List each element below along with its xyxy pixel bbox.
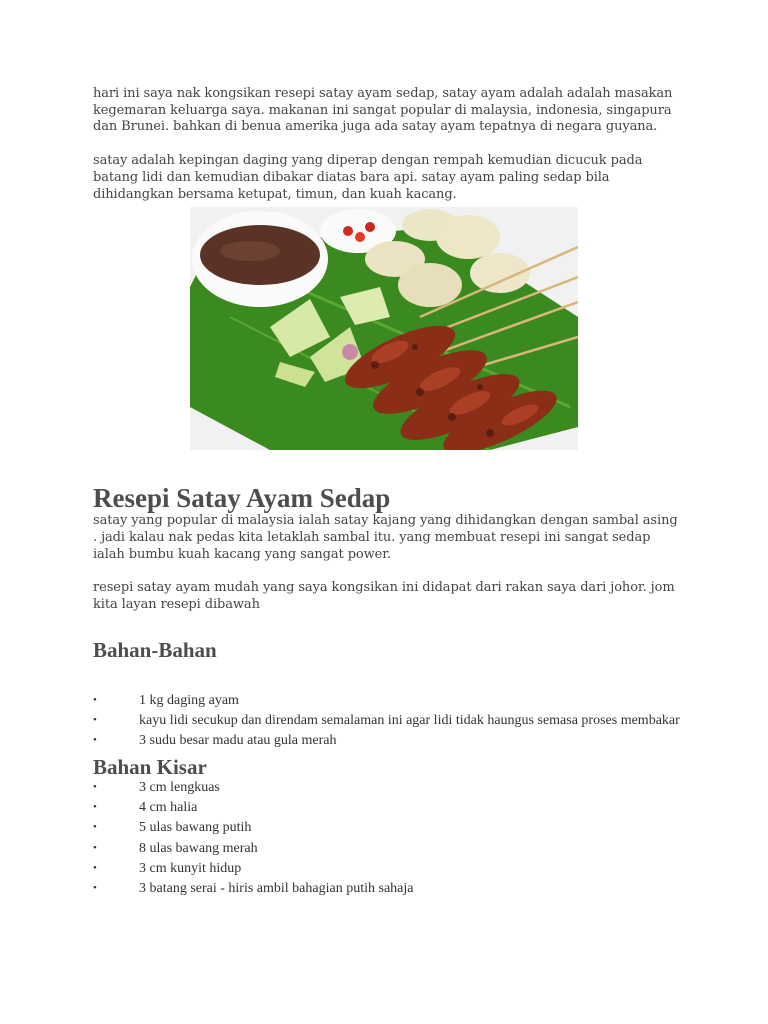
bullet-icon: •: [93, 821, 97, 834]
bahan-kisar-heading: Bahan Kisar: [93, 754, 207, 779]
list-item: • 3 cm kunyit hidup: [93, 860, 242, 876]
list-item: • 3 batang serai - hiris ambil bahagian putih sahaja: [93, 881, 414, 897]
list-item: • 3 cm lengkuas: [93, 779, 220, 795]
list-item: • 1 kg daging ayam: [93, 692, 239, 708]
bahan-kisar-list: [93, 779, 683, 897]
bullet-icon: •: [93, 841, 97, 854]
document-page: [93, 86, 683, 897]
satay-plate-photo: [190, 207, 578, 450]
bullet-icon: •: [93, 861, 97, 874]
bullet-icon: •: [93, 693, 97, 706]
recipe-title: Resepi Satay Ayam Sedap: [93, 483, 391, 514]
list-item: • 3 sudu besar madu atau gula merah: [93, 732, 337, 748]
list-item: • 5 ulas bawang putih: [93, 820, 252, 836]
bullet-icon: •: [93, 801, 97, 814]
list-item: • 8 ulas bawang merah: [93, 840, 258, 856]
bullet-icon: •: [93, 882, 97, 895]
recipe-paragraph-2: resepi satay ayam mudah yang saya kongsikan ini didapat dari rakan saya dari johor. jom kita layan resepi dibawah: [93, 580, 675, 613]
intro-paragraph-2: satay adalah kepingan daging yang diperap dengan rempah kemudian dicucuk pada batang lidi dan kemudian dibakar diatas bara api. satay ayam paling sedap bila dihidangkan bersama ketupat, timun, dan kuah kacang.: [93, 153, 643, 202]
list-item: • kayu lidi secukup dan direndam semalaman ini agar lidi tidak haungus semasa proses membakar: [93, 712, 680, 728]
recipe-paragraph-1: satay yang popular di malaysia ialah satay kajang yang dihidangkan dengan sambal asing . jadi kalau nak pedas kita letaklah sambal itu. yang membuat resepi ini sangat sedap ialah bumbu kuah kacang yang sangat power.: [93, 513, 678, 562]
list-item: • 4 cm halia: [93, 800, 198, 816]
bullet-icon: •: [93, 713, 97, 726]
bullet-icon: •: [93, 733, 97, 746]
bullet-icon: •: [93, 780, 97, 793]
bahan-heading: Bahan-Bahan: [93, 637, 217, 662]
intro-paragraph-1: hari ini saya nak kongsikan resepi satay ayam sedap, satay ayam adalah adalah masakan kegemaran keluarga saya. makanan ini sangat popular di malaysia, indonesia, singapura dan Brunei. bahkan di benua amerika juga ada satay ayam tepatnya di negara guyana.: [93, 86, 673, 135]
bahan-list: [93, 692, 683, 749]
